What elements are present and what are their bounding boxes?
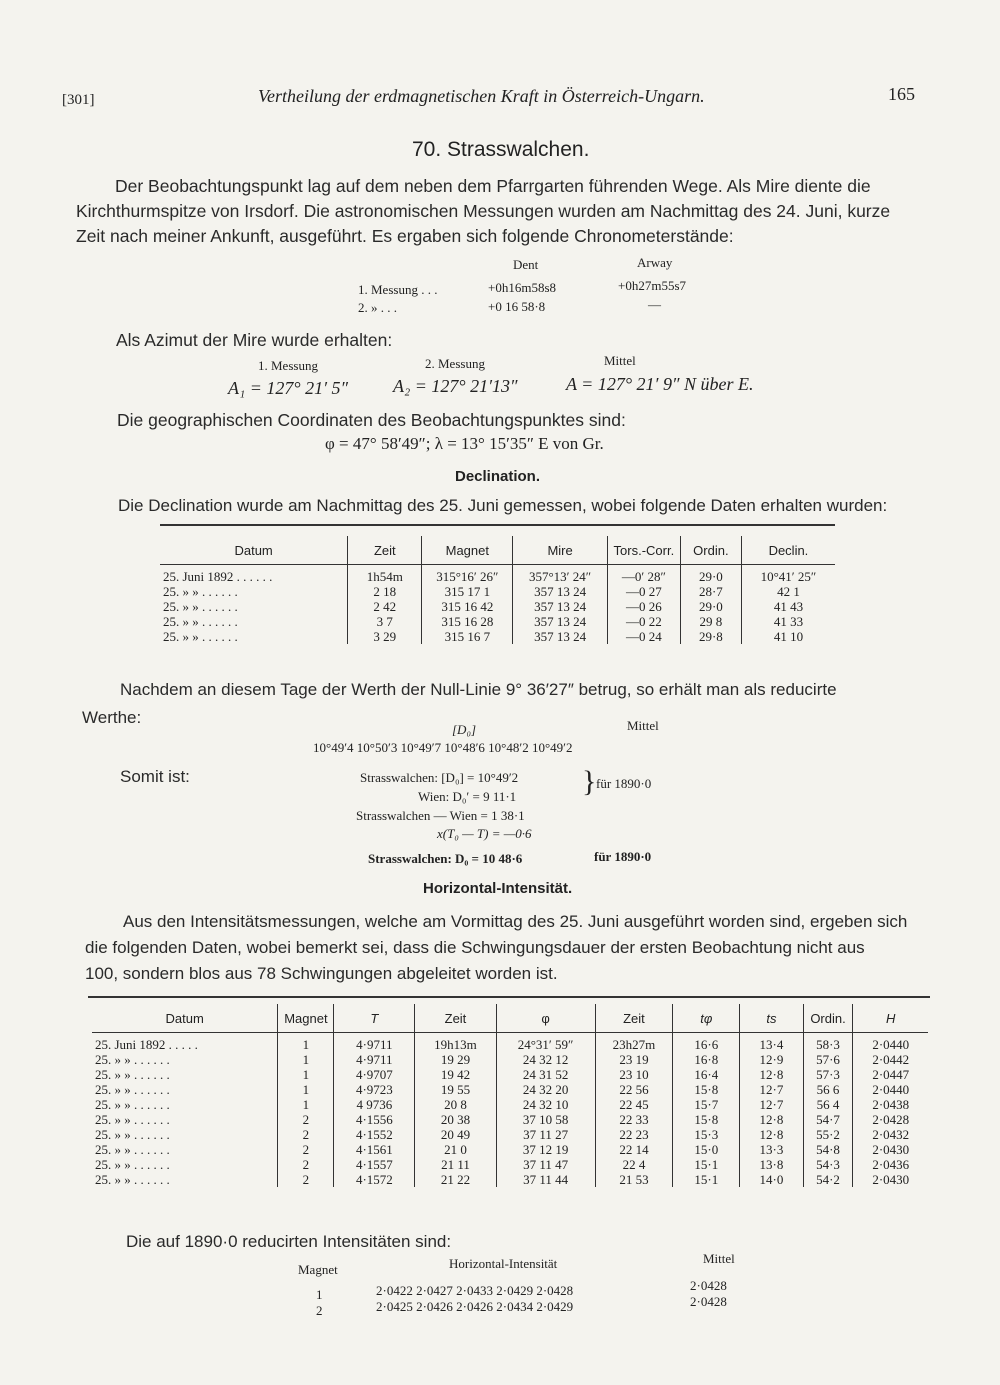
horiz-row	[92, 1157, 928, 1172]
nullline-line-1: Nachdem an diesem Tage der Werth der Null-Linie 9° 36′27″ betrug, so erhält man als reducirte	[120, 680, 837, 699]
horiz-cell-ts: 13·3	[740, 1142, 803, 1157]
somit-row-3: Strasswalchen — Wien = 1 38·1	[356, 808, 525, 823]
horiz-cell-tphi: 15·3	[673, 1127, 740, 1142]
azimuth-label-2: 2. Messung	[425, 356, 485, 371]
horiz-cell-zeit-2: 22 33	[595, 1112, 673, 1127]
decl-cell-declin: 42 1	[777, 584, 800, 599]
declination-title: Declination.	[455, 468, 541, 485]
horiz-cell-zeit-1: 20 38	[415, 1112, 496, 1127]
decl-cell-tors-corr: —0 22	[607, 614, 680, 629]
azimuth-mean: A = 127° 21′ 9″ N über E.	[566, 374, 754, 394]
declination-table	[160, 536, 835, 644]
horiz-cell-phi: 24 31 52	[496, 1067, 595, 1082]
horiz-cell-ts: 13·4	[740, 1033, 803, 1053]
chrono-row-1-arway: +0h27m55s7	[618, 278, 687, 293]
chrono-row-1-label: 1. Messung . . .	[358, 282, 438, 297]
horiz-cell-h: 2·0440	[872, 1082, 910, 1097]
horiz-cell-ordin: 54·8	[803, 1142, 853, 1157]
decl-cell-datum: 25. » » . . . . . .	[160, 629, 348, 644]
page-number: 165	[888, 84, 915, 104]
horiz-header-magnet: Magnet	[278, 1004, 334, 1033]
horiz-row	[92, 1172, 928, 1187]
horiz-cell-tphi: 15·8	[673, 1112, 740, 1127]
horiz-header-ordin: Ordin.	[803, 1004, 853, 1033]
chrono-row-1-dent: +0h16m58s8	[488, 280, 557, 295]
somit-brace-note: für 1890·0	[596, 776, 652, 791]
decl-cell-mire: 357 13 24	[513, 629, 608, 644]
horiz-cell-t: 4 9736	[334, 1097, 415, 1112]
reduced-col-magnet: Magnet	[298, 1262, 338, 1277]
horiz-cell-magnet: 2	[278, 1142, 334, 1157]
horiz-header-phi: φ	[496, 1004, 595, 1033]
horiz-cell-phi: 24 32 10	[496, 1097, 595, 1112]
decl-header-datum: Datum	[160, 536, 348, 565]
reduced-col-hi: Horizontal-Intensität	[449, 1256, 558, 1271]
reduced-row-2-mean: 2·0428	[690, 1294, 727, 1309]
nullline-d0-label: [D₀]	[452, 722, 477, 737]
decl-cell-datum: 25. Juni 1892 . . . . . .	[160, 565, 348, 585]
horiz-cell-h: 2·0442	[872, 1052, 910, 1067]
horiz-cell-t: 4·9707	[334, 1067, 415, 1082]
horiz-cell-datum: 25. Juni 1892 . . . . .	[92, 1033, 278, 1053]
intro-line-1: Der Beobachtungspunkt lag auf dem neben dem Pfarrgarten führenden Wege. Als Mire diente die	[115, 176, 871, 196]
horiz-cell-magnet: 1	[278, 1097, 334, 1112]
horiz-cell-tphi: 15·7	[673, 1097, 740, 1112]
decl-cell-magnet: 315°16′ 26″	[422, 565, 513, 585]
decl-cell-datum: 25. » » . . . . . .	[160, 614, 348, 629]
horiz-cell-phi: 24 32 12	[496, 1052, 595, 1067]
horiz-cell-zeit-2: 22 56	[595, 1082, 673, 1097]
reduced-row-1-mean: 2·0428	[690, 1278, 727, 1293]
decl-cell-ordin: 29·0	[680, 565, 741, 585]
decl-cell-zeit: 2 42	[348, 599, 422, 614]
somit-row-4: x(T₀ — T) = —0·6	[437, 826, 532, 841]
decl-cell-declin: 41 43	[773, 599, 804, 614]
horiz-cell-zeit-1: 20 8	[415, 1097, 496, 1112]
coords-line: φ = 47° 58′49″; λ = 13° 15′35″ E von Gr.	[325, 434, 604, 453]
decl-header-declin: Declin.	[741, 536, 835, 565]
horiz-cell-ts: 12·8	[740, 1067, 803, 1082]
azimuth-label-mittel: Mittel	[604, 353, 636, 368]
azimuth-a2: A₂ = 127° 21′13″	[393, 376, 518, 396]
decl-cell-magnet: 315 16 28	[422, 614, 513, 629]
horiz-cell-zeit-1: 19 42	[415, 1067, 496, 1082]
decl-cell-tors-corr: —0′ 28″	[607, 565, 680, 585]
decl-cell-mire: 357°13′ 24″	[513, 565, 608, 585]
horiz-cell-magnet: 2	[278, 1112, 334, 1127]
horiz-cell-magnet: 2	[278, 1157, 334, 1172]
horiz-cell-t: 4·1561	[334, 1142, 415, 1157]
horiz-cell-t: 4·1572	[334, 1172, 415, 1187]
horiz-cell-zeit-1: 19 55	[415, 1082, 496, 1097]
decl-cell-zeit: 2 18	[348, 584, 422, 599]
horiz-cell-t: 4·9711	[334, 1033, 415, 1053]
horiz-cell-zeit-2: 23 19	[595, 1052, 673, 1067]
horiz-cell-ts: 12·7	[740, 1097, 803, 1112]
horiz-cell-phi: 37 10 58	[496, 1112, 595, 1127]
decl-cell-zeit: 1h54m	[348, 565, 422, 585]
horiz-cell-tphi: 15·8	[673, 1082, 740, 1097]
nullline-mittel-label: Mittel	[627, 718, 659, 733]
declination-intro: Die Declination wurde am Nachmittag des 25. Juni gemessen, wobei folgende Daten erhalten wurden:	[118, 496, 888, 515]
horiz-cell-zeit-2: 22 14	[595, 1142, 673, 1157]
section-title: 70. Strasswalchen.	[412, 138, 590, 161]
horiz-cell-magnet: 1	[278, 1033, 334, 1053]
horiz-cell-h: 2·0430	[872, 1172, 910, 1187]
horiz-cell-ts: 14·0	[740, 1172, 803, 1187]
horiz-cell-zeit-1: 19 29	[415, 1052, 496, 1067]
reduced-row-1-magnet: 1	[316, 1287, 323, 1302]
nullline-values: 10°49′4 10°50′3 10°49′7 10°48′6 10°48′2 10°49′2	[313, 740, 573, 755]
azimuth-a1: A₁ = 127° 21′ 5″	[228, 378, 349, 398]
horiz-cell-ordin: 54·3	[803, 1157, 853, 1172]
horiz-cell-h: 2·0432	[872, 1127, 910, 1142]
horiz-cell-ordin: 54·7	[803, 1112, 853, 1127]
horiz-cell-datum: 25. » » . . . . . .	[92, 1052, 278, 1067]
reduced-col-mittel: Mittel	[703, 1251, 735, 1266]
reduced-intro: Die auf 1890·0 reducirten Intensitäten sind:	[126, 1232, 452, 1251]
decl-table-top-rule	[160, 524, 835, 526]
chrono-row-2-arway: —	[648, 297, 661, 312]
horiz-cell-datum: 25. » » . . . . . .	[92, 1097, 278, 1112]
horiz-cell-zeit-2: 22 23	[595, 1127, 673, 1142]
horiz-cell-zeit-1: 20 49	[415, 1127, 496, 1142]
horiz-cell-magnet: 1	[278, 1067, 334, 1082]
decl-cell-mire: 357 13 24	[513, 599, 608, 614]
horiz-cell-tphi: 16·4	[673, 1067, 740, 1082]
horiz-cell-magnet: 1	[278, 1052, 334, 1067]
horiz-cell-tphi: 16·8	[673, 1052, 740, 1067]
decl-header-mire: Mire	[513, 536, 608, 565]
horiz-cell-t: 4·9711	[334, 1052, 415, 1067]
horiz-table-top-rule	[88, 996, 930, 998]
running-title: Vertheilung der erdmagnetischen Kraft in Österreich-Ungarn.	[258, 86, 705, 106]
horiz-cell-zeit-1: 21 0	[415, 1142, 496, 1157]
horiz-cell-phi: 24°31′ 59″	[496, 1033, 595, 1053]
decl-cell-ordin: 29·0	[680, 599, 741, 614]
decl-header-ordin: Ordin.	[680, 536, 741, 565]
azimuth-label-1: 1. Messung	[258, 358, 318, 373]
horiz-cell-magnet: 2	[278, 1127, 334, 1142]
azimuth-intro: Als Azimut der Mire wurde erhalten:	[116, 330, 393, 350]
decl-cell-declin: 41 10	[773, 629, 804, 644]
horiz-cell-datum: 25. » » . . . . . .	[92, 1157, 278, 1172]
decl-row	[160, 629, 835, 644]
decl-header-zeit: Zeit	[348, 536, 422, 565]
horiz-cell-datum: 25. » » . . . . . .	[92, 1172, 278, 1187]
decl-row	[160, 584, 835, 599]
horiz-cell-ts: 13·8	[740, 1157, 803, 1172]
decl-cell-mire: 357 13 24	[513, 584, 608, 599]
horiz-row	[92, 1142, 928, 1157]
decl-cell-tors-corr: —0 24	[607, 629, 680, 644]
horiz-cell-ts: 12·7	[740, 1082, 803, 1097]
horiz-cell-h: 2·0438	[872, 1097, 910, 1112]
horiz-cell-t: 4·1557	[334, 1157, 415, 1172]
horiz-row	[92, 1082, 928, 1097]
horiz-cell-datum: 25. » » . . . . . .	[92, 1082, 278, 1097]
decl-cell-declin: 10°41′ 25″	[760, 569, 817, 584]
decl-cell-datum: 25. » » . . . . . .	[160, 584, 348, 599]
intro-line-3: Zeit nach meiner Ankunft, ausgeführt. Es ergaben sich folgende Chronometerstände:	[76, 226, 734, 246]
intro-line-2: Kirchthurmspitze von Irsdorf. Die astronomischen Messungen wurden am Nachmittag des 24. Juni, kurze	[76, 201, 891, 221]
somit-row-1: Strasswalchen: [D₀] = 10°49′2	[360, 770, 519, 785]
horiz-header-ts: ts	[740, 1004, 803, 1033]
horiz-cell-h: 2·0440	[872, 1037, 910, 1052]
somit-result: Strasswalchen: D₀ = 10 48·6	[368, 851, 523, 866]
decl-header-magnet: Magnet	[422, 536, 513, 565]
horizontal-intro-2: die folgenden Daten, wobei bemerkt sei, dass die Schwingungsdauer der ersten Beobachtung nicht aus	[85, 938, 865, 957]
decl-cell-datum: 25. » » . . . . . .	[160, 599, 348, 614]
horiz-cell-ts: 12·8	[740, 1112, 803, 1127]
horiz-cell-h: 2·0436	[872, 1157, 910, 1172]
horiz-cell-phi: 37 11 44	[496, 1172, 595, 1187]
decl-row	[160, 614, 835, 629]
horiz-cell-zeit-2: 23h27m	[595, 1033, 673, 1053]
horizontal-title: Horizontal-Intensität.	[423, 880, 573, 897]
horiz-cell-tphi: 15·1	[673, 1172, 740, 1187]
horiz-row	[92, 1067, 928, 1082]
horiz-cell-tphi: 15·1	[673, 1157, 740, 1172]
decl-cell-magnet: 315 16 7	[422, 629, 513, 644]
horiz-cell-h: 2·0447	[872, 1067, 910, 1082]
decl-cell-zeit: 3 7	[348, 614, 422, 629]
horiz-cell-t: 4·1552	[334, 1127, 415, 1142]
horiz-cell-ordin: 57·6	[803, 1052, 853, 1067]
horiz-header-zeit-1: Zeit	[415, 1004, 496, 1033]
coords-intro: Die geographischen Coordinaten des Beobachtungspunktes sind:	[117, 410, 626, 430]
horizontal-table	[92, 1004, 928, 1187]
horiz-cell-zeit-2: 23 10	[595, 1067, 673, 1082]
horiz-cell-zeit-1: 19h13m	[415, 1033, 496, 1053]
horiz-cell-ordin: 58·3	[803, 1033, 853, 1053]
page-ref: [301]	[62, 92, 95, 108]
horiz-cell-ts: 12·8	[740, 1127, 803, 1142]
horiz-cell-t: 4·1556	[334, 1112, 415, 1127]
horiz-cell-zeit-2: 21 53	[595, 1172, 673, 1187]
chrono-row-2-dent: +0 16 58·8	[488, 299, 546, 314]
decl-row	[160, 599, 835, 614]
horiz-row	[92, 1052, 928, 1067]
horiz-row	[92, 1127, 928, 1142]
horiz-cell-ordin: 54·2	[803, 1172, 853, 1187]
reduced-row-2-magnet: 2	[316, 1303, 323, 1318]
decl-cell-declin: 41 33	[773, 614, 804, 629]
chrono-col-arway: Arway	[637, 255, 673, 270]
decl-row	[160, 565, 835, 585]
horiz-cell-t: 4·9723	[334, 1082, 415, 1097]
horiz-cell-datum: 25. » » . . . . . .	[92, 1112, 278, 1127]
decl-cell-magnet: 315 16 42	[422, 599, 513, 614]
horiz-header-datum: Datum	[92, 1004, 278, 1033]
decl-cell-ordin: 29 8	[680, 614, 741, 629]
decl-cell-mire: 357 13 24	[513, 614, 608, 629]
decl-cell-zeit: 3 29	[348, 629, 422, 644]
horiz-cell-ordin: 56 6	[803, 1082, 853, 1097]
reduced-row-1-values: 2·0422 2·0427 2·0433 2·0429 2·0428	[376, 1283, 574, 1298]
horiz-cell-phi: 37 11 27	[496, 1127, 595, 1142]
horiz-row	[92, 1112, 928, 1127]
horizontal-intro-1: Aus den Intensitätsmessungen, welche am Vormittag des 25. Juni ausgeführt worden sind, ergeben sich	[123, 912, 908, 931]
chrono-row-2-label: 2. » . . .	[358, 300, 397, 315]
decl-cell-ordin: 29·8	[680, 629, 741, 644]
horiz-cell-tphi: 16·6	[673, 1033, 740, 1053]
somit-brace: }	[582, 765, 597, 798]
horiz-cell-zeit-2: 22 4	[595, 1157, 673, 1172]
horiz-cell-ordin: 56 4	[803, 1097, 853, 1112]
horiz-cell-magnet: 2	[278, 1172, 334, 1187]
decl-cell-ordin: 28·7	[680, 584, 741, 599]
horiz-cell-zeit-2: 22 45	[595, 1097, 673, 1112]
horiz-header-h: H	[853, 1004, 928, 1033]
decl-cell-tors-corr: —0 26	[607, 599, 680, 614]
horiz-cell-zeit-1: 21 11	[415, 1157, 496, 1172]
horiz-row	[92, 1033, 928, 1053]
horiz-cell-ts: 12·9	[740, 1052, 803, 1067]
horiz-cell-h: 2·0428	[872, 1112, 910, 1127]
horiz-cell-phi: 37 12 19	[496, 1142, 595, 1157]
horiz-row	[92, 1097, 928, 1112]
somit-label: Somit ist:	[120, 767, 190, 786]
horiz-cell-ordin: 55·2	[803, 1127, 853, 1142]
horiz-cell-h: 2·0430	[872, 1142, 910, 1157]
horiz-header-tphi: tφ	[673, 1004, 740, 1033]
somit-result-note: für 1890·0	[594, 849, 652, 864]
horiz-cell-ordin: 57·3	[803, 1067, 853, 1082]
horiz-cell-datum: 25. » » . . . . . .	[92, 1142, 278, 1157]
horiz-cell-magnet: 1	[278, 1082, 334, 1097]
horiz-cell-tphi: 15·0	[673, 1142, 740, 1157]
chrono-col-dent: Dent	[513, 257, 539, 272]
horiz-header-t: T	[334, 1004, 415, 1033]
horiz-cell-zeit-1: 21 22	[415, 1172, 496, 1187]
decl-cell-tors-corr: —0 27	[607, 584, 680, 599]
reduced-row-2-values: 2·0425 2·0426 2·0426 2·0434 2·0429	[376, 1299, 574, 1314]
horiz-cell-datum: 25. » » . . . . . .	[92, 1067, 278, 1082]
somit-row-2: Wien: D₀′ = 9 11·1	[418, 789, 517, 804]
horiz-cell-phi: 37 11 47	[496, 1157, 595, 1172]
nullline-line-2: Werthe:	[82, 708, 142, 727]
decl-header-tors-corr: Tors.-Corr.	[607, 536, 680, 565]
horiz-header-zeit-2: Zeit	[595, 1004, 673, 1033]
horiz-cell-phi: 24 32 20	[496, 1082, 595, 1097]
decl-cell-magnet: 315 17 1	[422, 584, 513, 599]
horizontal-intro-3: 100, sondern blos aus 78 Schwingungen abgeleitet worden ist.	[85, 964, 558, 983]
horiz-cell-datum: 25. » » . . . . . .	[92, 1127, 278, 1142]
